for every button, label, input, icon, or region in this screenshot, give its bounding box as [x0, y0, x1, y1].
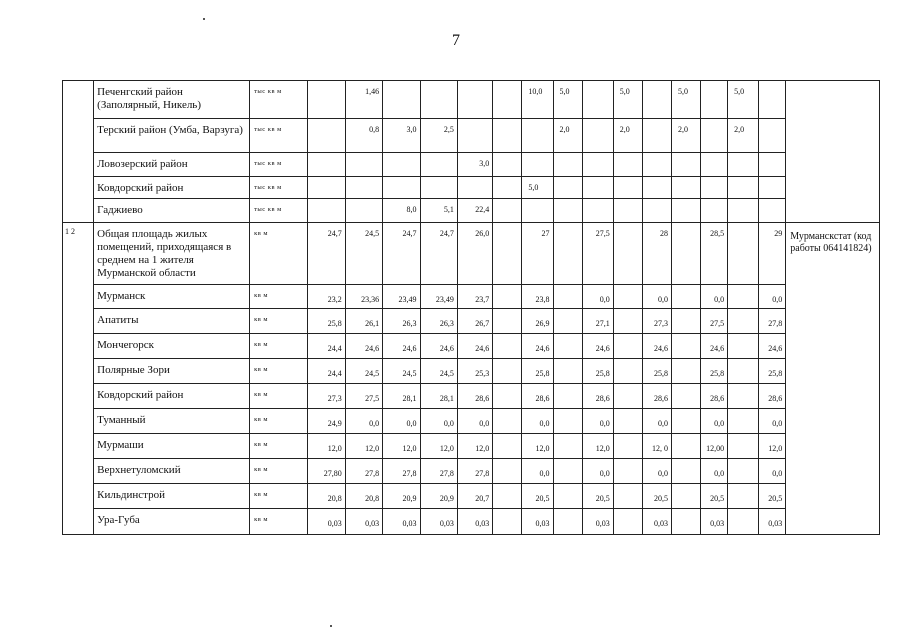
value-cell: 23,49 — [420, 285, 457, 309]
scan-speck — [330, 625, 332, 627]
value-cell — [345, 177, 382, 199]
unit-cell: тыс кв м — [250, 119, 308, 153]
value-cell — [457, 81, 492, 119]
value-cell: 0,0 — [759, 409, 786, 434]
unit-cell: кв м — [250, 309, 308, 334]
value-cell: 26,7 — [457, 309, 492, 334]
value-cell: 24,7 — [308, 223, 345, 285]
unit-cell: кв м — [250, 384, 308, 409]
indicator-name: Полярные Зори — [94, 359, 250, 384]
value-cell: 0,0 — [701, 409, 728, 434]
unit-cell: тыс кв м — [250, 153, 308, 177]
spacer-cell — [671, 309, 700, 334]
spacer-cell — [759, 199, 786, 223]
value-cell: 5,1 — [420, 199, 457, 223]
value-cell: 25,8 — [642, 359, 671, 384]
value-cell: 27,5 — [345, 384, 382, 409]
value-cell: 24,6 — [383, 334, 420, 359]
indicator-name: Кильдинстрой — [94, 484, 250, 509]
value-cell: 2,0 — [728, 119, 759, 153]
value-cell: 23,7 — [457, 285, 492, 309]
value-cell: 0,0 — [759, 285, 786, 309]
value-cell: 24,4 — [308, 334, 345, 359]
value-cell: 20,8 — [345, 484, 382, 509]
value-cell: 27,8 — [383, 459, 420, 484]
indicator-name: Мурманск — [94, 285, 250, 309]
value-cell: 24,5 — [383, 359, 420, 384]
table-row — [63, 177, 880, 199]
value-cell: 0,03 — [420, 509, 457, 535]
value-cell — [613, 199, 642, 223]
unit-cell: кв м — [250, 409, 308, 434]
spacer-cell — [553, 334, 582, 359]
value-cell — [522, 199, 553, 223]
spacer-cell — [553, 285, 582, 309]
indicator-name: Гаджиево — [94, 199, 250, 223]
value-cell: 5,0 — [553, 81, 582, 119]
spacer-cell — [613, 359, 642, 384]
value-cell: 25,8 — [522, 359, 553, 384]
spacer-cell — [493, 223, 522, 285]
value-cell: 24,5 — [345, 359, 382, 384]
spacer-cell — [493, 153, 522, 177]
value-cell: 20,7 — [457, 484, 492, 509]
value-cell: 23,8 — [522, 285, 553, 309]
value-cell: 0,0 — [383, 409, 420, 434]
value-cell — [420, 153, 457, 177]
value-cell: 0,0 — [642, 459, 671, 484]
unit-cell: тыс кв м — [250, 81, 308, 119]
value-cell: 28,6 — [522, 384, 553, 409]
value-cell — [420, 177, 457, 199]
spacer-cell — [553, 434, 582, 459]
value-cell: 24,6 — [759, 334, 786, 359]
spacer-cell — [642, 81, 671, 119]
spacer-cell — [642, 199, 671, 223]
value-cell: 24,5 — [345, 223, 382, 285]
spacer-cell — [728, 223, 759, 285]
spacer-cell — [728, 409, 759, 434]
value-cell: 27,80 — [308, 459, 345, 484]
spacer-cell — [493, 177, 522, 199]
spacer-cell — [671, 384, 700, 409]
value-cell: 0,03 — [582, 509, 613, 535]
spacer-cell — [493, 384, 522, 409]
spacer-cell — [582, 119, 613, 153]
value-cell: 27,3 — [308, 384, 345, 409]
value-cell: 2,0 — [671, 119, 700, 153]
value-cell: 20,5 — [642, 484, 671, 509]
value-cell: 0,0 — [701, 285, 728, 309]
table-row — [63, 309, 880, 334]
value-cell: 12,0 — [383, 434, 420, 459]
value-cell: 12,0 — [522, 434, 553, 459]
value-cell: 26,1 — [345, 309, 382, 334]
value-cell: 28,6 — [701, 384, 728, 409]
spacer-cell — [671, 459, 700, 484]
value-cell: 0,03 — [759, 509, 786, 535]
value-cell — [728, 199, 759, 223]
unit-cell: кв м — [250, 334, 308, 359]
source-cell: Мурманскстат (код работы 064141824) — [786, 223, 880, 535]
spacer-cell — [728, 359, 759, 384]
value-cell — [553, 177, 582, 199]
spacer-cell — [493, 285, 522, 309]
value-cell — [383, 153, 420, 177]
indicator-name: Туманный — [94, 409, 250, 434]
value-cell: 1,46 — [345, 81, 382, 119]
spacer-cell — [759, 119, 786, 153]
value-cell: 3,0 — [383, 119, 420, 153]
value-cell: 24,6 — [522, 334, 553, 359]
spacer-cell — [493, 459, 522, 484]
spacer-cell — [582, 199, 613, 223]
spacer-cell — [671, 484, 700, 509]
spacer-cell — [671, 509, 700, 535]
table-row — [63, 509, 880, 535]
value-cell: 0,0 — [701, 459, 728, 484]
spacer-cell — [613, 223, 642, 285]
value-cell: 27,5 — [701, 309, 728, 334]
page-number: 7 — [452, 32, 460, 49]
value-cell: 0,03 — [522, 509, 553, 535]
spacer-cell — [582, 153, 613, 177]
indicator-name: Мончегорск — [94, 334, 250, 359]
unit-cell: кв м — [250, 484, 308, 509]
value-cell: 0,03 — [383, 509, 420, 535]
value-cell — [671, 177, 700, 199]
spacer-cell — [493, 309, 522, 334]
value-cell — [383, 177, 420, 199]
spacer-cell — [613, 459, 642, 484]
spacer-cell — [553, 484, 582, 509]
value-cell: 24,7 — [420, 223, 457, 285]
spacer-cell — [728, 459, 759, 484]
value-cell: 0,0 — [457, 409, 492, 434]
value-cell: 24,6 — [420, 334, 457, 359]
value-cell: 24,4 — [308, 359, 345, 384]
spacer-cell — [553, 459, 582, 484]
spacer-cell — [493, 119, 522, 153]
value-cell: 5,0 — [613, 81, 642, 119]
value-cell — [522, 119, 553, 153]
value-cell: 24,5 — [420, 359, 457, 384]
value-cell: 24,6 — [582, 334, 613, 359]
spacer-cell — [671, 285, 700, 309]
value-cell — [613, 177, 642, 199]
value-cell — [553, 153, 582, 177]
spacer-cell — [728, 434, 759, 459]
table-row — [63, 384, 880, 409]
value-cell: 12,0 — [345, 434, 382, 459]
value-cell: 5,0 — [671, 81, 700, 119]
spacer-cell — [553, 309, 582, 334]
spacer-cell — [493, 484, 522, 509]
spacer-cell — [701, 199, 728, 223]
spacer-cell — [671, 434, 700, 459]
value-cell: 2,5 — [420, 119, 457, 153]
unit-cell: тыс кв м — [250, 177, 308, 199]
value-cell — [671, 199, 700, 223]
spacer-cell — [671, 334, 700, 359]
value-cell: 27,8 — [345, 459, 382, 484]
indicator-name: Мурмаши — [94, 434, 250, 459]
source-cell — [786, 81, 880, 223]
value-cell: 25,8 — [582, 359, 613, 384]
value-cell: 26,3 — [383, 309, 420, 334]
table-row — [63, 359, 880, 384]
value-cell: 12,0 — [308, 434, 345, 459]
value-cell: 0,0 — [642, 409, 671, 434]
spacer-cell — [728, 309, 759, 334]
unit-cell: кв м — [250, 509, 308, 535]
indicator-name: Ковдорский район — [94, 384, 250, 409]
value-cell: 28,1 — [420, 384, 457, 409]
value-cell: 24,6 — [345, 334, 382, 359]
value-cell: 20,9 — [383, 484, 420, 509]
value-cell: 0,0 — [642, 285, 671, 309]
table-row — [63, 153, 880, 177]
value-cell: 5,0 — [522, 177, 553, 199]
spacer-cell — [671, 359, 700, 384]
value-cell — [308, 81, 345, 119]
value-cell: 26,0 — [457, 223, 492, 285]
value-cell: 27 — [522, 223, 553, 285]
value-cell: 28,5 — [701, 223, 728, 285]
indicator-name: Ковдорский район — [94, 177, 250, 199]
table-row — [63, 119, 880, 153]
value-cell: 28,6 — [642, 384, 671, 409]
spacer-cell — [553, 223, 582, 285]
value-cell: 24,7 — [383, 223, 420, 285]
value-cell: 0,8 — [345, 119, 382, 153]
spacer-cell — [613, 309, 642, 334]
value-cell — [308, 199, 345, 223]
spacer-cell — [493, 434, 522, 459]
value-cell: 12,00 — [701, 434, 728, 459]
value-cell: 28,6 — [759, 384, 786, 409]
value-cell: 12,0 — [457, 434, 492, 459]
value-cell — [553, 199, 582, 223]
spacer-cell — [582, 177, 613, 199]
value-cell: 0,0 — [522, 409, 553, 434]
spacer-cell — [613, 509, 642, 535]
value-cell: 20,9 — [420, 484, 457, 509]
table-row — [63, 81, 880, 119]
indicator-table — [62, 80, 880, 535]
spacer-cell — [582, 81, 613, 119]
table-row — [63, 199, 880, 223]
spacer-cell — [728, 285, 759, 309]
item-number-cell — [63, 81, 94, 223]
value-cell: 27,1 — [582, 309, 613, 334]
spacer-cell — [493, 81, 522, 119]
value-cell: 26,3 — [420, 309, 457, 334]
value-cell: 20,5 — [522, 484, 553, 509]
value-cell: 27,8 — [759, 309, 786, 334]
spacer-cell — [493, 409, 522, 434]
unit-cell: тыс кв м — [250, 199, 308, 223]
value-cell: 23,2 — [308, 285, 345, 309]
table-row — [63, 285, 880, 309]
value-cell: 0,0 — [582, 459, 613, 484]
value-cell: 2,0 — [613, 119, 642, 153]
table-row — [63, 459, 880, 484]
spacer-cell — [553, 409, 582, 434]
value-cell — [383, 81, 420, 119]
value-cell: 0,0 — [345, 409, 382, 434]
spacer-cell — [642, 119, 671, 153]
spacer-cell — [613, 384, 642, 409]
spacer-cell — [728, 334, 759, 359]
value-cell: 27,3 — [642, 309, 671, 334]
value-cell — [728, 177, 759, 199]
value-cell: 12,0 — [420, 434, 457, 459]
value-cell: 10,0 — [522, 81, 553, 119]
value-cell: 26,9 — [522, 309, 553, 334]
scan-speck — [203, 18, 205, 20]
value-cell — [457, 177, 492, 199]
indicator-name: Общая площадь жилых помещений, приходящаяся в среднем на 1 жителя Мурманской области — [94, 223, 250, 285]
value-cell — [345, 153, 382, 177]
value-cell: 27,5 — [582, 223, 613, 285]
table-row — [63, 484, 880, 509]
spacer-cell — [493, 199, 522, 223]
value-cell: 24,6 — [642, 334, 671, 359]
item-number-cell: 1 2 — [63, 223, 94, 535]
indicator-name: Ура-Губа — [94, 509, 250, 535]
value-cell: 0,0 — [582, 409, 613, 434]
value-cell: 2,0 — [553, 119, 582, 153]
value-cell: 0,03 — [345, 509, 382, 535]
value-cell: 25,8 — [701, 359, 728, 384]
value-cell: 0,03 — [701, 509, 728, 535]
value-cell: 25,8 — [759, 359, 786, 384]
spacer-cell — [728, 484, 759, 509]
spacer-cell — [701, 81, 728, 119]
value-cell — [457, 119, 492, 153]
value-cell: 3,0 — [457, 153, 492, 177]
unit-cell: кв м — [250, 459, 308, 484]
spacer-cell — [613, 409, 642, 434]
spacer-cell — [493, 334, 522, 359]
spacer-cell — [671, 223, 700, 285]
table-row — [63, 409, 880, 434]
indicator-name: Печенгский район (Заполярный, Никель) — [94, 81, 250, 119]
value-cell — [613, 153, 642, 177]
unit-cell: кв м — [250, 434, 308, 459]
spacer-cell — [701, 153, 728, 177]
value-cell — [420, 81, 457, 119]
spacer-cell — [553, 509, 582, 535]
value-cell: 20,5 — [701, 484, 728, 509]
value-cell: 22,4 — [457, 199, 492, 223]
value-cell: 24,9 — [308, 409, 345, 434]
value-cell: 0,03 — [308, 509, 345, 535]
value-cell: 0,03 — [457, 509, 492, 535]
spacer-cell — [671, 409, 700, 434]
value-cell — [522, 153, 553, 177]
spacer-cell — [759, 81, 786, 119]
value-cell: 23,49 — [383, 285, 420, 309]
value-cell: 28,1 — [383, 384, 420, 409]
indicator-name: Апатиты — [94, 309, 250, 334]
value-cell: 20,8 — [308, 484, 345, 509]
spacer-cell — [728, 509, 759, 535]
value-cell — [308, 177, 345, 199]
spacer-cell — [759, 177, 786, 199]
value-cell: 12, 0 — [642, 434, 671, 459]
spacer-cell — [553, 384, 582, 409]
value-cell — [308, 153, 345, 177]
value-cell: 28,6 — [582, 384, 613, 409]
spacer-cell — [613, 334, 642, 359]
value-cell: 0,0 — [420, 409, 457, 434]
spacer-cell — [493, 359, 522, 384]
value-cell: 0,0 — [582, 285, 613, 309]
unit-cell: кв м — [250, 285, 308, 309]
value-cell: 27,8 — [457, 459, 492, 484]
value-cell: 29 — [759, 223, 786, 285]
spacer-cell — [613, 285, 642, 309]
value-cell: 20,5 — [759, 484, 786, 509]
value-cell — [308, 119, 345, 153]
value-cell: 8,0 — [383, 199, 420, 223]
value-cell: 28,6 — [457, 384, 492, 409]
value-cell: 5,0 — [728, 81, 759, 119]
value-cell: 0,03 — [642, 509, 671, 535]
spacer-cell — [613, 484, 642, 509]
value-cell: 12,0 — [759, 434, 786, 459]
value-cell: 28 — [642, 223, 671, 285]
unit-cell: кв м — [250, 359, 308, 384]
spacer-cell — [701, 177, 728, 199]
value-cell: 20,5 — [582, 484, 613, 509]
spacer-cell — [642, 153, 671, 177]
value-cell — [671, 153, 700, 177]
value-cell: 27,8 — [420, 459, 457, 484]
spacer-cell — [701, 119, 728, 153]
table-row — [63, 434, 880, 459]
value-cell: 24,6 — [457, 334, 492, 359]
spacer-cell — [493, 509, 522, 535]
value-cell: 25,3 — [457, 359, 492, 384]
unit-cell: кв м — [250, 223, 308, 285]
value-cell: 0,0 — [759, 459, 786, 484]
value-cell: 25,8 — [308, 309, 345, 334]
spacer-cell — [553, 359, 582, 384]
value-cell: 24,6 — [701, 334, 728, 359]
indicator-name: Ловозерский район — [94, 153, 250, 177]
spacer-cell — [728, 384, 759, 409]
value-cell — [728, 153, 759, 177]
table-row — [63, 334, 880, 359]
spacer-cell — [642, 177, 671, 199]
value-cell — [345, 199, 382, 223]
indicator-name: Верхнетуломский — [94, 459, 250, 484]
spacer-cell — [759, 153, 786, 177]
spacer-cell — [613, 434, 642, 459]
value-cell: 23,36 — [345, 285, 382, 309]
value-cell: 0,0 — [522, 459, 553, 484]
table-row — [63, 223, 880, 285]
value-cell: 12,0 — [582, 434, 613, 459]
indicator-name: Терский район (Умба, Варзуга) — [94, 119, 250, 153]
